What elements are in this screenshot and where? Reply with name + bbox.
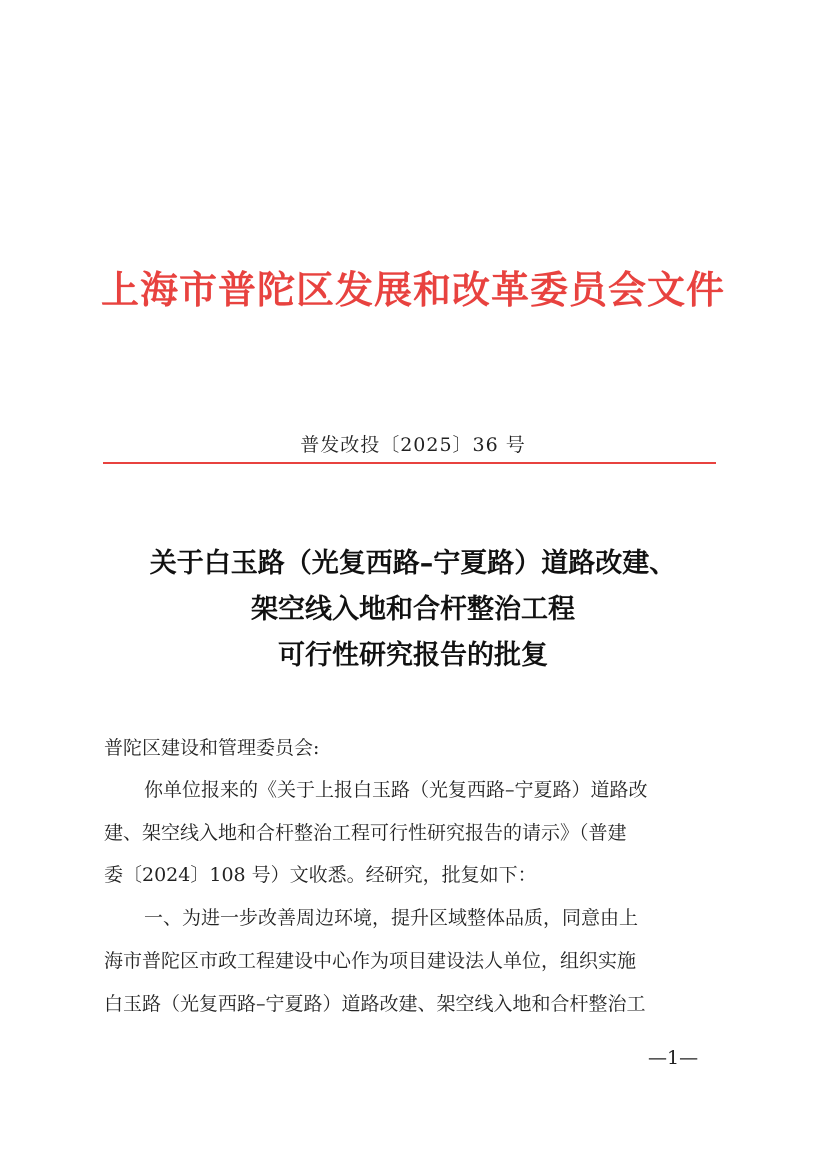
body-line-1: 你单位报来的《关于上报白玉路（光复西路–宁夏路）道路改 bbox=[144, 779, 648, 801]
page-number: —1— bbox=[648, 1047, 699, 1069]
issuer-header: 上海市普陀区发展和改革委员会文件 bbox=[100, 267, 725, 312]
body-line-6: 白玉路（光复西路–宁夏路）道路改建、架空线入地和合杆整治工 bbox=[104, 993, 646, 1015]
document-number: 普发改投〔2025〕36 号 bbox=[300, 434, 526, 456]
body-line-4: 一、为进一步改善周边环境，提升区域整体品质，同意由上 bbox=[144, 907, 639, 929]
body-line-2: 建、架空线入地和合杆整治工程可行性研究报告的请示》（普建 bbox=[104, 822, 627, 844]
body-line-3: 委〔2024〕108 号）文收悉。经研究，批复如下： bbox=[104, 864, 537, 886]
title-line-1: 关于白玉路（光复西路–宁夏路）道路改建、 bbox=[149, 548, 677, 579]
title-line-2: 架空线入地和合杆整治工程 bbox=[251, 594, 575, 625]
document-title bbox=[0, 541, 826, 679]
red-divider-line bbox=[103, 462, 716, 464]
body-line-5: 海市普陀区市政工程建设中心作为项目建设法人单位，组织实施 bbox=[104, 950, 637, 972]
title-line-3: 可行性研究报告的批复 bbox=[278, 640, 548, 671]
addressee: 普陀区建设和管理委员会: bbox=[104, 737, 320, 759]
